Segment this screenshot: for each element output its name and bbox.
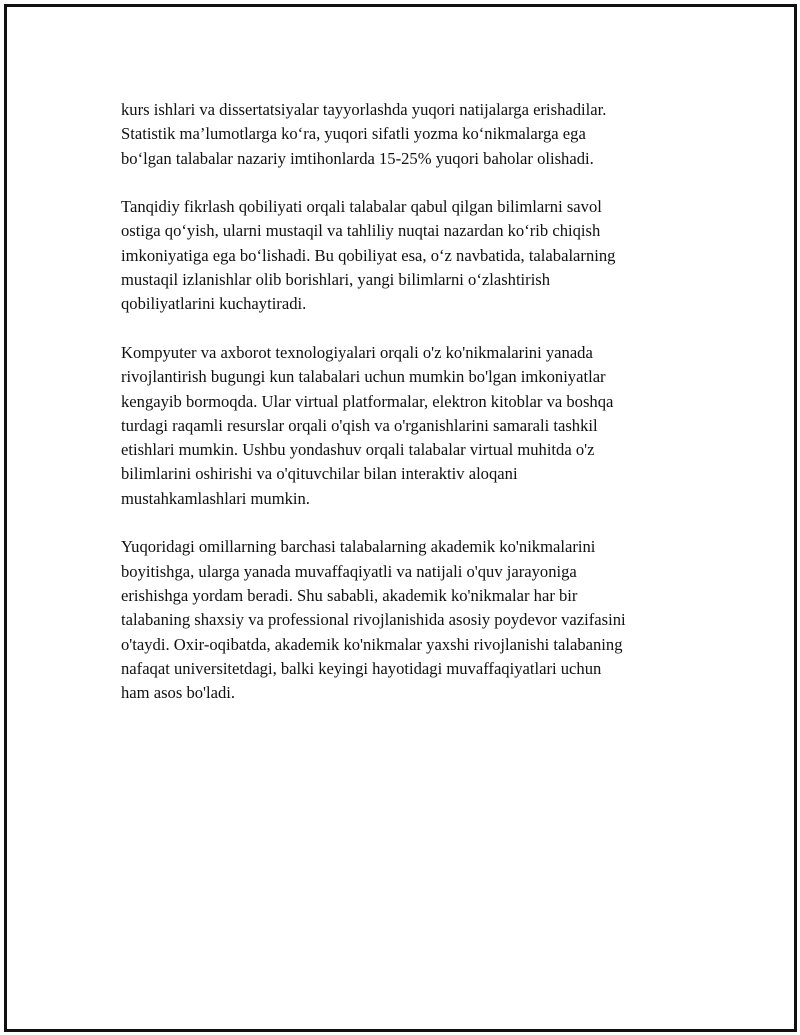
text-line: Kompyuter va axborot texnologiyalari orqali o'z ko'nikmalarini yanada [121, 342, 593, 362]
text-line: nafaqat universitetdagi, balki keyingi hayotidagi muvaffaqiyatlari uchun [121, 658, 602, 678]
text-line: mustahkamlashlari mumkin. [121, 488, 310, 508]
text-line: ham asos bo'ladi. [121, 683, 236, 703]
page-frame [4, 4, 797, 1032]
text-line: boyitishga, ularga yanada muvaffaqiyatli va natijali o'quv jarayoniga [121, 561, 577, 581]
text-line: turdagi raqamli resurslar orqali o'qish va o'rganishlarini samarali tashkil [121, 415, 598, 435]
text-line: imkoniyatiga ega bo‘lishadi. Bu qobiliyat esa, o‘z navbatida, talabalarning [121, 245, 616, 265]
document-body [121, 98, 701, 730]
paragraph-3 [121, 341, 701, 511]
text-line: ostiga qo‘yish, ularni mustaqil va tahliliy nuqtai nazardan ko‘rib chiqish [121, 221, 601, 241]
text-line: bilimlarini oshirishi va o'qituvchilar bilan interaktiv aloqani [121, 464, 518, 484]
paragraph-4 [121, 535, 701, 705]
text-line: bo‘lgan talabalar nazariy imtihonlarda 15-25% yuqori baholar olishadi. [121, 148, 594, 168]
text-line: talabaning shaxsiy va professional rivojlanishida asosiy poydevor vazifasini [121, 610, 626, 630]
text-line: Yuqoridagi omillarning barchasi talabalarning akademik ko'nikmalarini [121, 537, 596, 557]
text-line: o'taydi. Oxir-oqibatda, akademik ko'nikmalar yaxshi rivojlanishi talabaning [121, 634, 623, 654]
text-line: Tanqidiy fikrlash qobiliyati orqali talabalar qabul qilgan bilimlarni savol [121, 197, 602, 217]
text-line: kurs ishlari va dissertatsiyalar tayyorlashda yuqori natijalarga erishadilar. [121, 100, 607, 119]
text-line: erishishga yordam beradi. Shu sababli, akademik ko'nikmalar har bir [121, 585, 578, 605]
paragraph-2 [121, 195, 701, 316]
text-line: kengayib bormoqda. Ular virtual platformalar, elektron kitoblar va boshqa [121, 391, 614, 411]
text-line: Statistik ma’lumotlarga ko‘ra, yuqori sifatli yozma ko‘nikmalarga ega [121, 124, 586, 144]
text-line: mustaqil izlanishlar olib borishlari, yangi bilimlarni o‘zlashtirish [121, 270, 551, 290]
text-line: rivojlantirish bugungi kun talabalari uchun mumkin bo'lgan imkoniyatlar [121, 367, 606, 387]
text-line: etishlari mumkin. Ushbu yondashuv orqali talabalar virtual muhitda o'z [121, 440, 595, 460]
paragraph-1 [121, 98, 701, 171]
text-line: qobiliyatlarini kuchaytiradi. [121, 294, 307, 314]
